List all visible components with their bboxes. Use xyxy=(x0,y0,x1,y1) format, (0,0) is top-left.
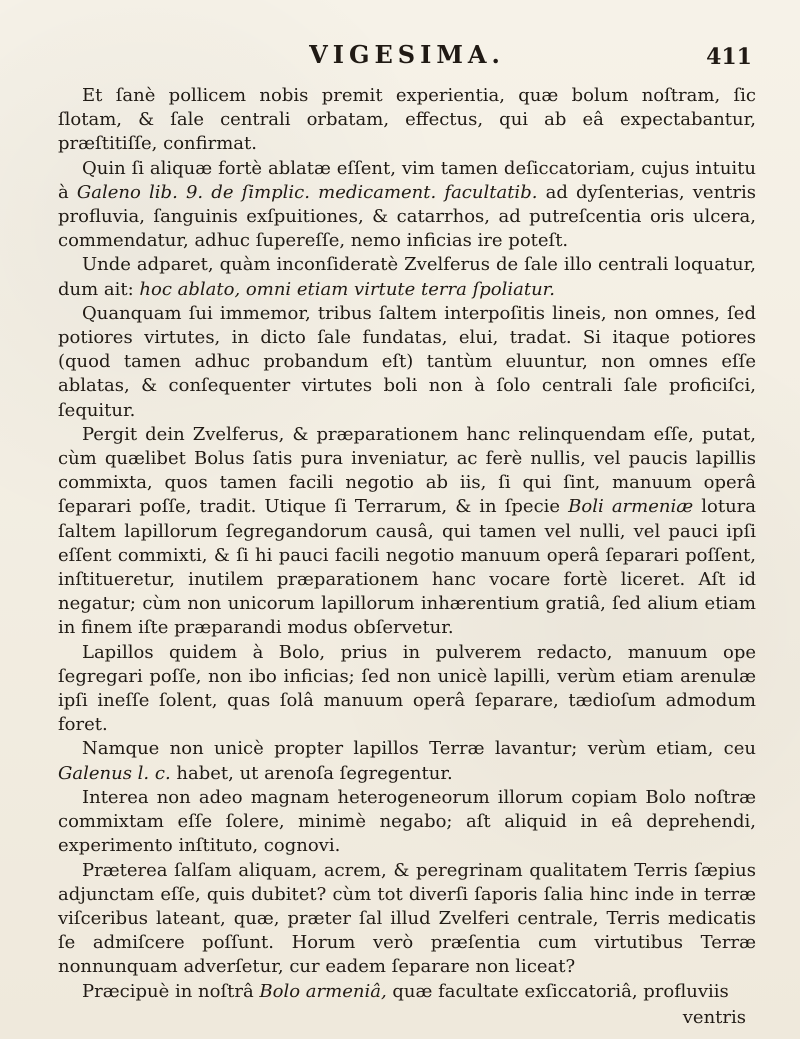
paragraph-10 xyxy=(58,980,756,1004)
paragraph-7-after: habet, ut arenoſa ſegregentur. xyxy=(170,762,453,784)
paragraph-3-emphasis: hoc ablato, omni etiam virtute terra ſpoliatur. xyxy=(139,278,556,300)
page-number: 411 xyxy=(706,44,752,70)
paragraph-9-text: Præterea ſalſam aliquam, acrem, & peregrinam qualitatem Terris ſæpius adjunctam eſſe, quis dubitet? cùm tot diverſi ſaporis ſalia hinc inde in terræ viſceribus lateant, quæ, præter ſal illud Zvelferi centrale, Terris medicatis ſe admiſcere poſſunt. Horum verò præſentia cum virtutibus Terræ nonnunquam adverſetur, cur eadem ſeparare non liceat? xyxy=(58,859,756,978)
paragraph-6 xyxy=(58,641,756,738)
body-text xyxy=(58,84,756,1030)
paragraph-8-text: Interea non adeo magnam heterogeneorum illorum copiam Bolo noſtræ commixtam eſſe ſolere, minimè negabo; aſt aliquid in eâ deprehendi, experimento inſtituto, cognovi. xyxy=(58,786,756,857)
paragraph-5 xyxy=(58,423,756,641)
paragraph-5-emphasis: Boli armeniæ xyxy=(568,496,694,518)
paragraph-4 xyxy=(58,302,756,423)
paragraph-6-text: Lapillos quidem à Bolo, prius in pulverem redacto, manuum ope ſegregari poſſe, non ibo inficias; ſed non unicè lapilli, verùm etiam arenulæ ipſi ineſſe ſolent, quas ſolâ manuum operâ ſeparare, tædioſum admodum foret. xyxy=(58,641,756,736)
paragraph-8 xyxy=(58,786,756,859)
paragraph-2 xyxy=(58,157,756,254)
paragraph-10-after: quæ facultate exſiccatoriâ, profluviis xyxy=(386,980,729,1002)
paragraph-4-text: Quanquam ſui immemor, tribus ſaltem interpoſitis lineis, non omnes, ſed potiores virtutes, in dicto ſale fundatas, elui, tradat. Si itaque potiores (quod tamen adhuc probandum eſt) tantùm eluuntur, non omnes eſſe ablatas, & conſequenter virtutes boli non à ſolo centrali ſale proficiſci, ſequitur. xyxy=(58,302,756,421)
paragraph-7 xyxy=(58,737,756,785)
paragraph-1-text: Et ſanè pollicem nobis premit experientia, quæ bolum noſtram, ſic ſlotam, & ſale centrali orbatam, effectus, qui ab eâ expectabantur, præſtitiſſe, confirmat. xyxy=(58,85,756,155)
paragraph-10-emphasis: Bolo armeniâ, xyxy=(259,980,387,1002)
paragraph-2-emphasis: Galeno lib. 9. de ſimplic. medicament. facultatib. xyxy=(76,181,538,203)
paragraph-5-after: lotura ſaltem lapillorum ſegregandorum causâ, qui tamen vel nulli, vel pauci ipſi eſſent commixti, & ſi hi pauci facili negotio manuum operâ ſeparari poſſent, inſtitueretur, inutilem præparationem hanc vocare fortè liceret. Aſt id negatur; cùm non unicorum lapillorum inhærentium gratiâ, ſed alium etiam in finem iſte præparandi modus obſervetur. xyxy=(58,496,757,639)
paragraph-10-before: Præcipuè in noſtrâ xyxy=(82,980,260,1002)
paragraph-2-before: Quin ſi aliquæ fortè ablatæ eſſent, vim tamen deſiccatoriam, cujus intuitu à xyxy=(58,157,756,203)
paragraph-5-before: Pergit dein Zvelferus, & præparationem hanc relinquendam eſſe, putat, cùm quælibet Bolus ſatis pura inveniatur, ac ferè nullis, vel paucis lapillis commixta, quos tamen facili negotio ab iis, ſi qui ſint, manuum operâ ſeparari poſſe, tradit. Utique ſi Terrarum, & in ſpecie xyxy=(58,423,756,518)
running-head: VIGESIMA. xyxy=(309,40,505,69)
paragraph-1 xyxy=(58,84,756,157)
catchword: ventris xyxy=(682,1006,746,1028)
paragraph-7-emphasis: Galenus l. c. xyxy=(58,762,171,784)
page-header xyxy=(58,40,756,82)
paragraph-3-before: Unde adparet, quàm inconſideratè Zvelferus de ſale illo centrali loquatur, dum ait: xyxy=(58,254,756,300)
paragraph-9 xyxy=(58,859,756,980)
paragraph-7-before: Namque non unicè propter lapillos Terræ lavantur; verùm etiam, ceu xyxy=(82,738,756,760)
paragraph-2-after: ad dyſenterias, ventris profluvia, ſanguinis exſpuitiones, & catarrhos, ad putreſcentia oris ulcera, commendatur, adhuc ſupereſſe, nemo inficias ire poteſt. xyxy=(58,181,756,252)
paragraph-3 xyxy=(58,253,756,301)
